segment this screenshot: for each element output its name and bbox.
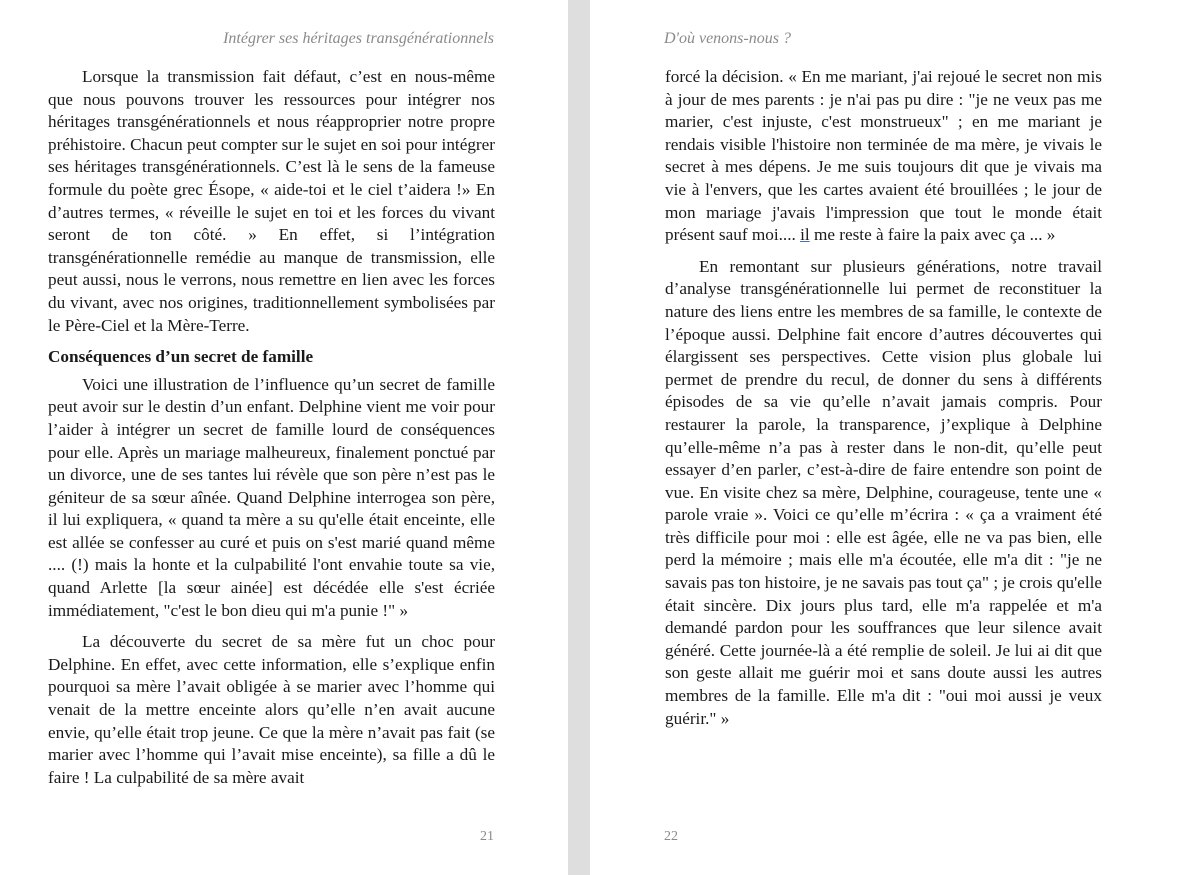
underlined-word: il	[800, 225, 810, 245]
paragraph: Lorsque la transmission fait défaut, c’est en nous-même que nous pouvons trouver les ressources pour intégrer nos héritages transgénérationnels et nous réapproprier notre propre préhistoire. Chacun peut compter sur le sujet en soi pour intégrer ses héritages transgénérationnels. C’est là le sens de la fameuse formule du poète grec Ésope, « aide-toi et le ciel t’aidera !» En d’autres termes, « réveille le sujet en toi et les forces du vivant seront de ton côté. » En effet, si l’intégration transgénérationnelle remédie au manque de transmission, elle peut aussi, nous le verrons, nous remettre en lien avec les forces du vivant, avec nos origines, traditionnellement symbolisées par le Père-Ciel et la Mère-Terre.	[48, 67, 495, 335]
left-page	[0, 0, 568, 875]
paragraph: La découverte du secret de sa mère fut un choc pour Delphine. En effet, avec cette information, elle s’explique enfin pourquoi sa mère l’avait obligée à se marier avec l’homme qui venait de la mettre enceinte alors qu’elle n’en avait aucune envie, qu’elle était trop jeune. Ce que la mère n’avait pas fait (se marier avec l’homme qui l’avait mise enceinte), sa fille a dû le faire ! La culpabilité de sa mère avait	[48, 632, 495, 787]
paragraph: Voici une illustration de l’influence qu’un secret de famille peut avoir sur le destin d’un enfant. Delphine vient me voir pour l’aider à intégrer un secret de famille lourd de conséquences pour elle. Après un mariage malheureux, finalement ponctué par un divorce, une de ses tantes lui révèle que son père n’est pas le géniteur de sa sœur aînée. Quand Delphine interrogea son père, il lui expliquera, « quand ta mère a su qu'elle était enceinte, elle est allée se confesser au curé et puis on s'est marié quand même .... (!) mais la honte et la culpabilité l'ont envahie toute sa vie, quand Arlette [la sœur ainée] est décédée elle s'est écriée immédiatement, "c'est le bon dieu qui m'a punie !" »	[48, 374, 495, 620]
page-number: 21	[480, 829, 494, 844]
running-header: D'où venons-nous ?	[664, 30, 791, 47]
section-heading: Conséquences d’un secret de famille	[48, 347, 314, 367]
paragraph-text: forcé la décision. « En me mariant, j'ai rejoué le secret non mis à jour de mes parents : je n'ai pas pu dire : "je ne veux pas me marier, c'est injuste, c'est monstrueux" ; en me mariant je rendais visible l'histoire non terminée de ma mère, je vivais le secret à mes dépens. Je me suis toujours dit que je vivais ma vie à l'envers, que les cartes avaient été brouillées ; le jour de mon mariage j'avais l'impression que tout le monde était présent sauf moi....	[665, 67, 1102, 245]
paragraph-text: me reste à faire la paix avec ça ... »	[809, 225, 1056, 245]
paragraph	[665, 66, 1102, 247]
page-number: 22	[664, 829, 678, 844]
right-page	[590, 0, 1200, 875]
page-gutter	[568, 0, 590, 875]
page-body	[665, 66, 1102, 739]
paragraph: En remontant sur plusieurs générations, notre travail d’analyse transgénérationnelle lui permet de reconstituer la nature des liens entre les membres de sa famille, le contexte de l’époque aussi. Delphine fait encore d’autres découvertes qui élargissent ses perspectives. Cette vision plus globale lui permet de prendre du recul, de donner du sens à différents épisodes de sa vie qu’elle n’avait jamais compris. Pour restaurer la parole, la transparence, j’explique à Delphine qu’elle-même n’a pas à rester dans le non-dit, qu’elle peut essayer d’en parler, c’est-à-dire de faire entendre son point de vue. En visite chez sa mère, Delphine, courageuse, tente une « parole vraie ». Voici ce qu’elle m’écrira : « ça a vraiment été très difficile pour moi : elle est âgée, elle ne va pas bien, elle perd la mémoire ; mais elle m'a écoutée, elle m'a dit : "je ne savais pas ton histoire, je ne savais pas tout ça" ; je crois qu'elle était sincère. Dix jours plus tard, elle m'a rappelée et m'a demandé pardon pour les souffrances que leur silence avait généré. Cette journée-là a été remplie de soleil. Je lui ai dit que son geste allait me guérir moi et sans doute aussi les autres membres de la famille. Elle m'a dit : "oui moi aussi je veux guérir." »	[665, 256, 1102, 728]
page-body	[48, 66, 495, 798]
running-header: Intégrer ses héritages transgénérationnels	[223, 30, 494, 47]
